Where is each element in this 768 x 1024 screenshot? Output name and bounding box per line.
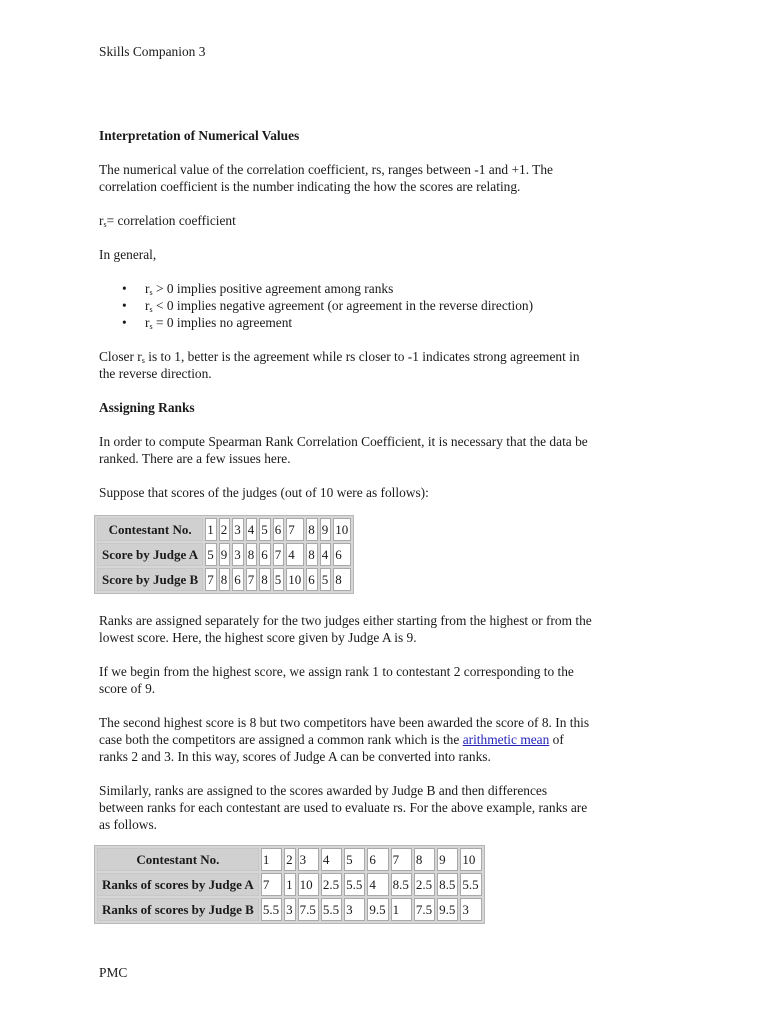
table-cell: 5.5 xyxy=(344,873,365,896)
text-line: case both the competitors are assigned a common rank which is the arithmetic mean of xyxy=(99,732,564,747)
text-line: score of 9. xyxy=(99,681,156,696)
table-cell: 7 xyxy=(261,873,282,896)
table-cell: 3 xyxy=(284,898,296,921)
in-general-text: In general, xyxy=(99,247,157,262)
text-line: ranked. There are a few issues here. xyxy=(99,451,291,466)
table-row xyxy=(97,898,482,921)
text-line: the reverse direction. xyxy=(99,366,212,381)
table-cell: 2 xyxy=(284,848,296,871)
rs-symbol: r xyxy=(99,213,104,228)
table-cell: 4 xyxy=(286,543,304,566)
row-header: Score by Judge A xyxy=(97,543,203,566)
table-cell: 10 xyxy=(333,518,351,541)
definition-rs xyxy=(99,212,689,229)
table-cell: 8.5 xyxy=(391,873,412,896)
section-heading-interpretation: Interpretation of Numerical Values xyxy=(99,128,300,143)
table-cell: 3 xyxy=(460,898,481,921)
text-line: The second highest score is 8 but two competitors have been awarded the score of 8. In this xyxy=(99,715,590,730)
table-cell: 7.5 xyxy=(414,898,435,921)
table-cell: 5.5 xyxy=(460,873,481,896)
row-header: Contestant No. xyxy=(97,848,259,871)
text-line: correlation coefficient is the number indicating the how the scores are relating. xyxy=(99,179,521,194)
definition-text: = correlation coefficient xyxy=(106,213,236,228)
paragraph-ranks-assigned xyxy=(99,612,689,646)
table-cell: 4 xyxy=(246,518,258,541)
ranks-table xyxy=(94,845,485,924)
table-cell: 6 xyxy=(306,568,318,591)
table-cell: 10 xyxy=(298,873,319,896)
paragraph-similarly xyxy=(99,782,689,833)
table-cell: 2.5 xyxy=(321,873,342,896)
text-line: between ranks for each contestant are used to evaluate rs. For the above example, ranks are xyxy=(99,800,588,815)
table-cell: 8 xyxy=(246,543,258,566)
table-cell: 4 xyxy=(321,848,342,871)
row-header: Score by Judge B xyxy=(97,568,203,591)
section-heading-assigning-ranks: Assigning Ranks xyxy=(99,400,195,415)
bullet-icon: • xyxy=(122,281,127,296)
table-cell: 1 xyxy=(261,848,282,871)
table-cell: 1 xyxy=(391,898,412,921)
bullet-icon: • xyxy=(122,298,127,313)
table-cell: 6 xyxy=(259,543,271,566)
table-cell: 7 xyxy=(286,518,304,541)
table-cell: 6 xyxy=(367,848,388,871)
table-cell: 2.5 xyxy=(414,873,435,896)
text-line: Closer $r_s$ is to 1, better is the agreement while rs closer to -1 indicates strong agreement in xyxy=(99,349,580,365)
paragraph-spearman xyxy=(99,433,689,467)
table-cell: 3 xyxy=(232,543,244,566)
text-line: Ranks are assigned separately for the two judges either starting from the highest or from the xyxy=(99,613,592,628)
table-cell: 10 xyxy=(460,848,481,871)
table-cell: 5 xyxy=(344,848,365,871)
table-cell: 3 xyxy=(298,848,319,871)
paragraph-suppose: Suppose that scores of the judges (out of 10 were as follows): xyxy=(99,485,429,500)
table-cell: 1 xyxy=(205,518,217,541)
table-cell: 9.5 xyxy=(367,898,388,921)
rs-subscript: s xyxy=(103,220,107,229)
text-line: In order to compute Spearman Rank Correlation Coefficient, it is necessary that the data be xyxy=(99,434,588,449)
list-item: • $r_s < 0$ implies negative agreement (or agreement in the reverse direction) xyxy=(122,298,534,314)
table-cell: 8.5 xyxy=(437,873,458,896)
table-cell: 9 xyxy=(320,518,332,541)
table-cell: 8 xyxy=(414,848,435,871)
table-cell: 9.5 xyxy=(437,898,458,921)
table-cell: 8 xyxy=(306,543,318,566)
table-cell: 8 xyxy=(306,518,318,541)
page-header: Skills Companion 3 xyxy=(99,44,206,59)
table-cell: 5.5 xyxy=(321,898,342,921)
table-cell: 7 xyxy=(273,543,285,566)
paragraph-closer-rs xyxy=(99,348,689,382)
text-line: lowest score. Here, the highest score given by Judge A is 9. xyxy=(99,630,417,645)
table-row xyxy=(97,543,351,566)
list-item: • $r_s = 0$ implies no agreement xyxy=(122,315,293,331)
text-line: as follows. xyxy=(99,817,158,832)
table-cell: 5 xyxy=(320,568,332,591)
table-cell: 9 xyxy=(437,848,458,871)
table-cell: 4 xyxy=(367,873,388,896)
table-cell: 2 xyxy=(219,518,231,541)
paragraph-highest-score xyxy=(99,663,689,697)
text-line: The numerical value of the correlation coefficient, rs, ranges between -1 and +1. The xyxy=(99,162,553,177)
table-cell: 6 xyxy=(333,543,351,566)
table-cell: 5 xyxy=(205,543,217,566)
table-cell: 8 xyxy=(219,568,231,591)
table-cell: 8 xyxy=(259,568,271,591)
bullet-icon: • xyxy=(122,315,127,330)
scores-table xyxy=(94,515,354,594)
table-cell: 9 xyxy=(219,543,231,566)
table-cell: 4 xyxy=(320,543,332,566)
table-cell: 6 xyxy=(273,518,285,541)
text-line: If we begin from the highest score, we assign rank 1 to contestant 2 corresponding to the xyxy=(99,664,574,679)
table-cell: 6 xyxy=(232,568,244,591)
text-line: ranks 2 and 3. In this way, scores of Judge A can be converted into ranks. xyxy=(99,749,491,764)
table-row xyxy=(97,848,482,871)
table-cell: 1 xyxy=(284,873,296,896)
table-cell: 5 xyxy=(273,568,285,591)
table-row xyxy=(97,568,351,591)
table-cell: 3 xyxy=(344,898,365,921)
table-row xyxy=(97,873,482,896)
ranks-table-wrapper xyxy=(94,845,485,924)
row-header: Ranks of scores by Judge A xyxy=(97,873,259,896)
table-row xyxy=(97,518,351,541)
table-cell: 7 xyxy=(205,568,217,591)
arithmetic-mean-link[interactable]: arithmetic mean xyxy=(462,732,550,747)
table-cell: 7.5 xyxy=(298,898,319,921)
row-header: Ranks of scores by Judge B xyxy=(97,898,259,921)
paragraph-correlation-range xyxy=(99,161,689,195)
scores-table-wrapper xyxy=(94,515,354,594)
table-cell: 8 xyxy=(333,568,351,591)
table-cell: 10 xyxy=(286,568,304,591)
list-item: • $r_s > 0$ implies positive agreement among ranks xyxy=(122,281,394,297)
table-cell: 3 xyxy=(232,518,244,541)
bullet-list xyxy=(99,280,689,331)
table-cell: 7 xyxy=(391,848,412,871)
row-header: Contestant No. xyxy=(97,518,203,541)
page-footer: PMC xyxy=(99,965,128,980)
table-cell: 5.5 xyxy=(261,898,282,921)
paragraph-second-highest xyxy=(99,714,689,765)
table-cell: 5 xyxy=(259,518,271,541)
table-cell: 7 xyxy=(246,568,258,591)
text-line: Similarly, ranks are assigned to the scores awarded by Judge B and then differences xyxy=(99,783,548,798)
